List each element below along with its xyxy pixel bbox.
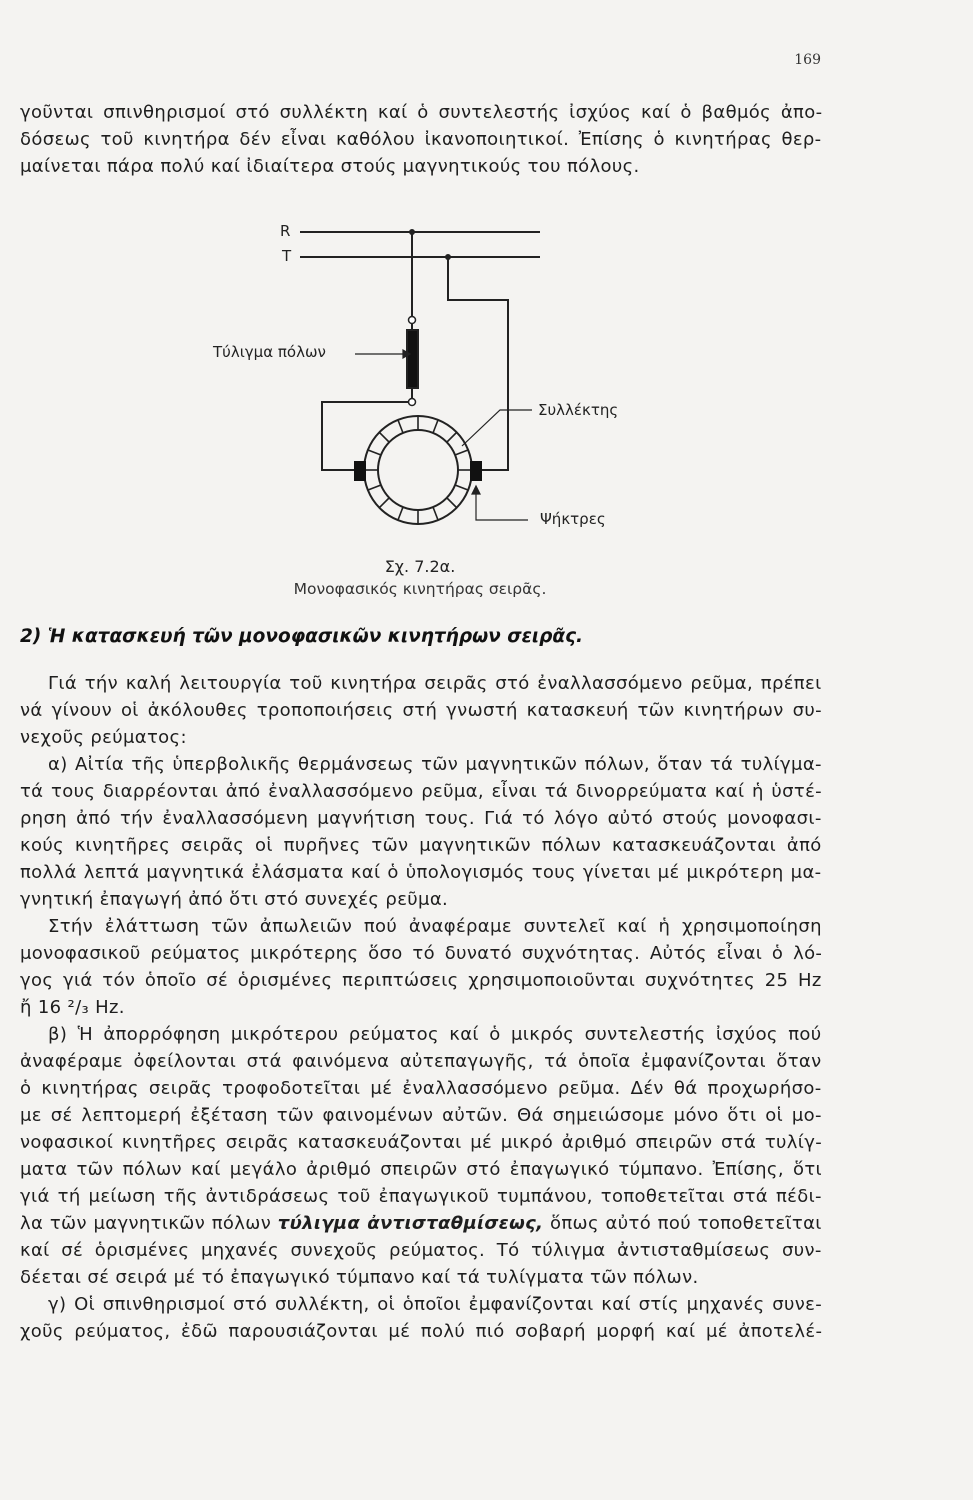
text-line: νεχοῦς ρεύματος: (20, 727, 187, 748)
figure-caption-text: Μονοφασικός κινητήρας σειρᾶς. (293, 580, 547, 598)
text-line: γ) Οἱ σπινθηρισμοί στό συλλέκτη, οἱ ὁποῖοι ἐμφανίζονται καί στίς μηχανές συνε- (48, 1294, 823, 1315)
text-line: Στήν ἐλάττωση τῶν ἀπωλειῶν πού ἀναφέραμε συντελεῖ καί ἡ χρησιμοποίηση (48, 916, 822, 937)
circuit-diagram (0, 0, 973, 620)
text-line: γοῦνται σπινθηρισμοί στό συλλέκτη καί ὁ συντελεστής ἰσχύος καί ὁ βαθμός ἀπο- (20, 102, 823, 123)
label-brushes: Ψήκτρες (540, 510, 606, 528)
text-line: χοῦς ρεύματος, ἐδῶ παρουσιάζονται μέ πολύ πιό σοβαρή μορφή καί μέ ἀποτελέ- (20, 1321, 823, 1342)
text-line: ματα τῶν πόλων καί μεγάλο ἀριθμό σπειρῶν στό ἐπαγωγικό τύμπανο. Ἐπίσης, ὅτι (20, 1159, 822, 1180)
section-heading: 2) Ἡ κατασκευή τῶν μονοφασικῶν κινητήρων σειρᾶς. (20, 626, 584, 647)
text-line: α) Αἰτία τῆς ὑπερβολικῆς θερμάνσεως τῶν μαγνητικῶν πόλων, ὅταν τά τυλίγμα- (48, 754, 822, 775)
text-run: λα τῶν μαγνητικῶν πόλων (20, 1213, 278, 1234)
emphasis-compensation-winding: τύλιγμα ἀντισταθμίσεως, (277, 1213, 544, 1234)
text-line: ἤ 16 ²/₃ Hz. (20, 997, 125, 1018)
label-r: R (280, 222, 291, 240)
text-line: μαίνεται πάρα πολύ καί ἰδιαίτερα στούς μαγνητικούς του πόλους. (20, 156, 640, 177)
wire-to-right-brush (448, 257, 508, 470)
text-line: γνητική ἐπαγωγή ἀπό ὅτι στό συνεχές ρεῦμα. (20, 889, 449, 910)
text-line-compensation (20, 1211, 822, 1238)
text-line: β) Ἡ ἀπορρόφηση μικρότερου ρεύματος καί ὁ μικρός συντελεστής ἰσχύος πού (48, 1024, 822, 1045)
text-line: καί σέ ὁρισμένες μηχανές συνεχοῦς ρεύματος. Τό τύλιγμα ἀντισταθμίσεως συν- (20, 1240, 822, 1261)
text-line: δόσεως τοῦ κινητήρα δέν εἶναι καθόλου ἰκανοποιητικοί. Ἐπίσης ὁ κινητήρας θερ- (20, 129, 822, 150)
text-line: με σέ λεπτομερή ἐξέταση τῶν φαινομένων αὐτῶν. Θά σημειώσομε μόνο ὅτι οἱ μο- (20, 1105, 822, 1126)
text-line: γιά τή μείωση τῆς ἀντιδράσεως τοῦ ἐπαγωγικοῦ τυμπάνου, τοποθετεῖται στά πέδι- (20, 1186, 822, 1207)
figure-series-motor (0, 0, 973, 620)
text-line: τά τους διαρρέονται ἀπό ἐναλλασσόμενο ρεῦμα, εἶναι τά δινορρεύματα καί ἡ ὑστέ- (20, 781, 823, 802)
label-commutator: Συλλέκτης (538, 401, 619, 419)
text-line: νά γίνουν οἱ ἀκόλουθες τροποποιήσεις στή γνωστή κατασκευή τῶν κινητήρων συ- (20, 700, 822, 721)
text-line: ἀναφέραμε ὀφείλονται στά φαινόμενα αὐτεπαγωγῆς, τά ὁποῖα ἐμφανίζονται ὅταν (20, 1051, 822, 1072)
right-brush (470, 461, 482, 481)
text-line: νοφασικοί κινητῆρες σειρᾶς κατασκευάζονται μέ μικρό ἀριθμό σπειρῶν στά τυλίγ- (20, 1132, 823, 1153)
text-line: γος γιά τόν ὁποῖο σέ ὁρισμένες περιπτώσεις χρησιμοποιοῦνται συχνότητες 25 Hz (20, 970, 822, 991)
commutator (364, 416, 472, 524)
text-line: κούς κινητῆρες σειρᾶς οἱ πυρῆνες τῶν μαγνητικῶν πόλων κατασκευάζονται ἀπό (20, 835, 822, 856)
pole-winding (407, 330, 418, 388)
label-pole-winding: Τύλιγμα πόλων (213, 343, 326, 361)
text-line: ὁ κινητήρας σειρᾶς τροφοδοτεῖται μέ ἐναλλασσόμενο ρεῦμα. Δέν θά προχωρήσο- (20, 1078, 822, 1099)
text-run: ὅπως αὐτό πού τοποθετεῖται (543, 1213, 822, 1234)
page-number: 169 (794, 52, 821, 68)
label-t: T (282, 247, 292, 265)
text-line: Γιά τήν καλή λειτουργία τοῦ κινητήρα σειρᾶς στό ἐναλλασσόμενο ρεῦμα, πρέπει (48, 673, 822, 694)
text-line: πολλά λεπτά μαγνητικά ἐλάσματα καί ὁ ὑπολογισμός τους γίνεται μέ μικρότερη μα- (20, 862, 822, 883)
text-line: δέεται σέ σειρά μέ τό ἐπαγωγικό τύμπανο καί τά τυλίγματα τῶν πόλων. (20, 1267, 699, 1288)
text-line: ρηση ἀπό τήν ἐναλλασσόμενη μαγνήτιση τους. Γιά τό λόγο αὐτό στούς μονοφασι- (20, 808, 822, 829)
figure-caption-number: Σχ. 7.2α. (384, 557, 456, 576)
left-brush (354, 461, 366, 481)
text-line: μονοφασικοῦ ρεύματος μικρότερης ὅσο τό δυνατό συχνότητας. Αὐτός εἶναι ὁ λό- (20, 943, 823, 964)
